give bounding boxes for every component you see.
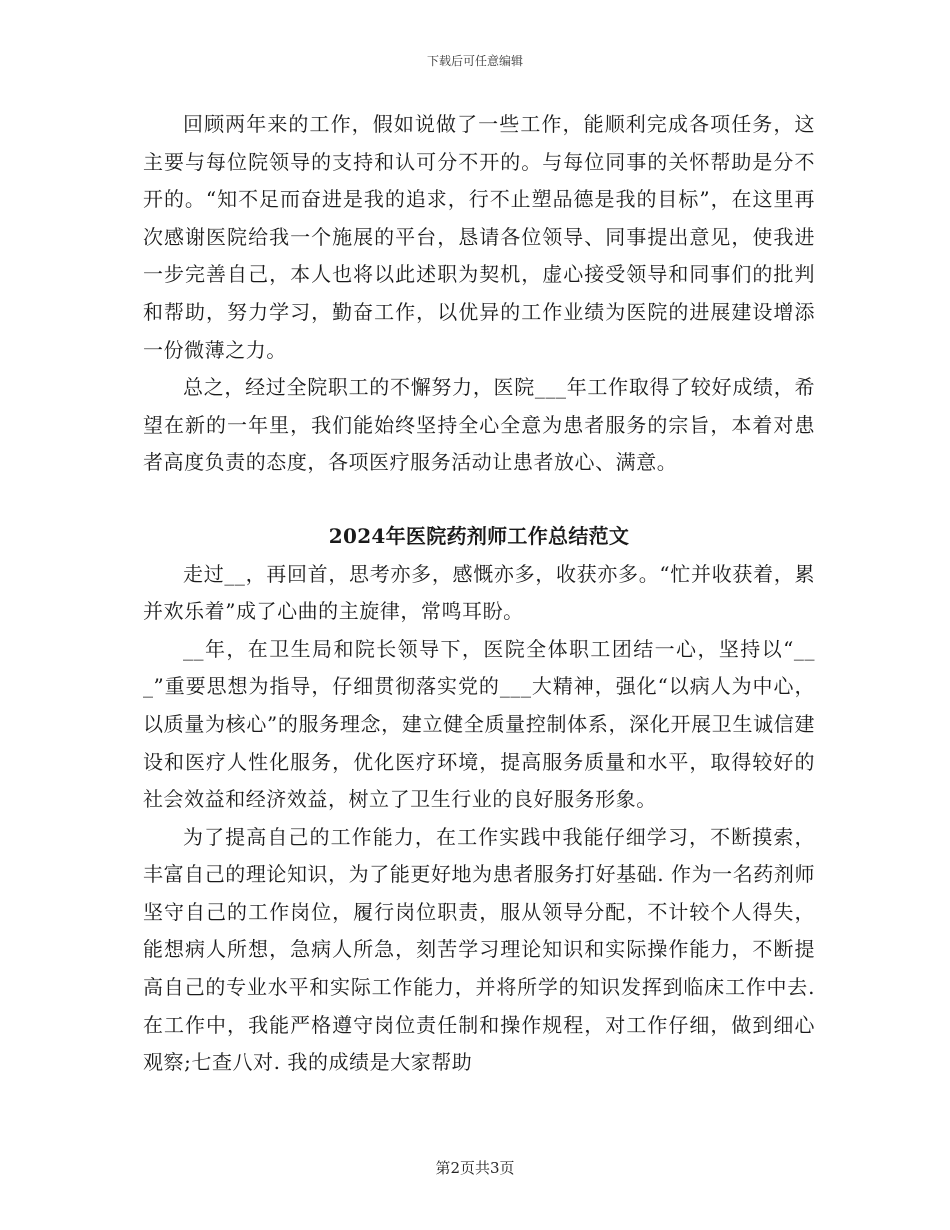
paragraph-year-summary: __年，在卫生局和院长领导下，医院全体职工团结一心，坚持以“___”重要思想为指导，仔细贯彻落实党的___大精神，强化“以病人为中心，以质量为核心”的服务理念，建立健全质量控制体系，深化开展卫生诚信建设和医疗人性化服务，优化医疗环境，提高服务质量和水平，取得较好的社会效益和经济效益，树立了卫生行业的良好服务形象。 [143, 636, 815, 812]
paragraph-work-ability: 为了提高自己的工作能力，在工作实践中我能仔细学习，不断摸索，丰富自己的理论知识，为了能更好地为患者服务打好基础. 作为一名药剂师坚守自己的工作岗位，履行岗位职责，服从领导分配，不计较个人得失，能想病人所想，急病人所急，刻苦学习理论知识和实际操作能力，不断提高自己的专业水平和实际工作能力，并将所学的知识发挥到临床工作中去. 在工作中，我能严格遵守岗位责任制和操作规程，对工作仔细，做到细心观察;七查八对. 我的成绩是大家帮助 [143, 824, 815, 1075]
paragraph-intro: 走过__，再回首，思考亦多，感慨亦多，收获亦多。“忙并收获着，累并欢乐着”成了心曲的主旋律，常鸣耳盼。 [143, 561, 815, 624]
paragraph-conclusion: 总之，经过全院职工的不懈努力，医院___年工作取得了较好成绩，希望在新的一年里，我们能始终坚持全心全意为患者服务的宗旨，本着对患者高度负责的态度，各项医疗服务活动让患者放心、满意。 [143, 375, 815, 475]
section-title: 2024年医院药剂师工作总结范文 [328, 523, 630, 548]
page-number: 第2页共3页 [435, 1159, 515, 1177]
paragraph-review: 回顾两年来的工作，假如说做了一些工作，能顺利完成各项任务，这主要与每位院领导的支持和认可分不开的。与每位同事的关怀帮助是分不开的。“知不足而奋进是我的追求，行不止塑品德是我的目标”，在这里再次感谢医院给我一个施展的平台，恳请各位领导、同事提出意见，使我进一步完善自己，本人也将以此述职为契机，虚心接受领导和同事们的批判和帮助，努力学习，勤奋工作，以优异的工作业绩为医院的进展建设增添一份微薄之力。 [143, 112, 815, 362]
page-header-note: 下载后可任意编辑 [426, 54, 523, 68]
document-body [143, 106, 815, 1082]
